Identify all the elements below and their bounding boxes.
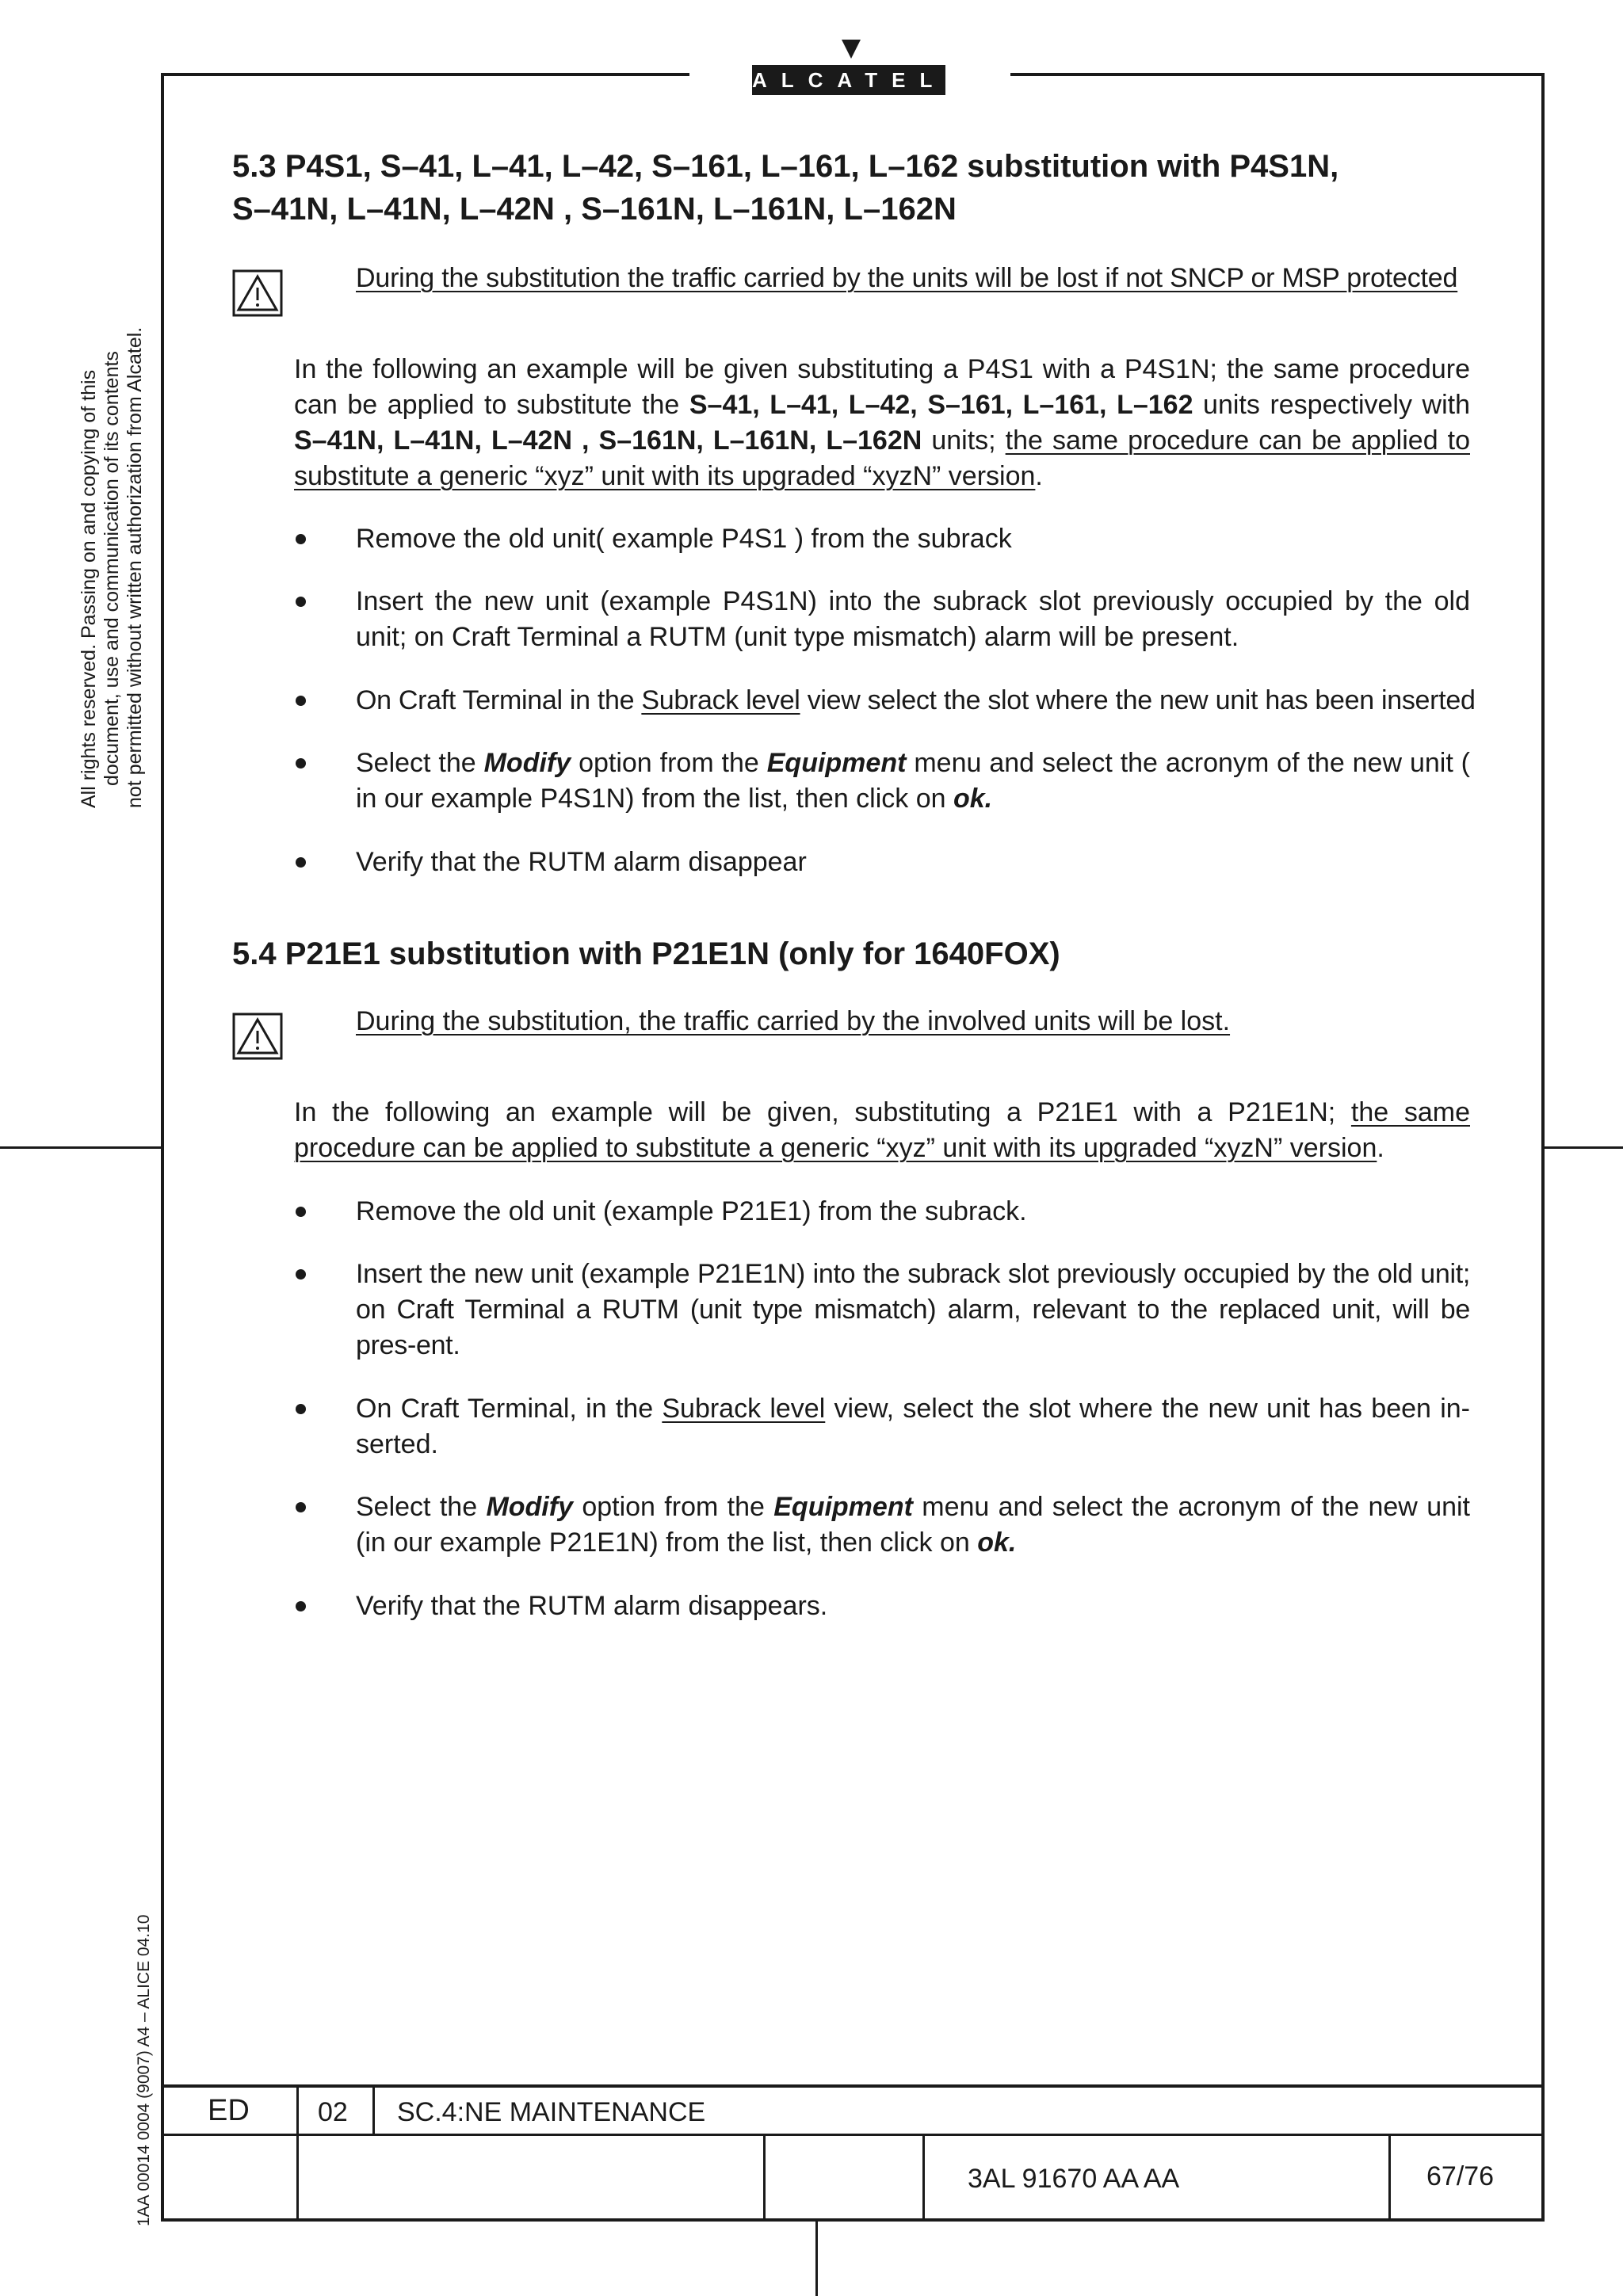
section-5-3-bullet-5: Verify that the RUTM alarm disappear	[356, 847, 807, 877]
footer-col-2	[372, 2084, 375, 2135]
bullet-text: view, select the slot where the new unit has been in-serted.	[356, 1394, 1470, 1459]
section-5-4-title: 5.4 P21E1 substitution with P21E1N (only for 1640FOX)	[232, 936, 1060, 971]
intro-text: units;	[922, 425, 1006, 456]
rights-line-1: All rights reserved. Passing on and copying of this	[78, 369, 100, 808]
intro-text: .	[1035, 461, 1043, 491]
section-5-4-bullet-3	[356, 1391, 1470, 1463]
subrack-level-link: Subrack level	[641, 685, 800, 715]
intro-text: In the following an example will be given substituting a P4S1 with a P4S1N; the same procedure can be applied to substitute the	[294, 354, 1470, 420]
intro-underlined: the same procedure can be applied to substitute a generic “xyz” unit with its upgraded “xyzN” version	[294, 425, 1470, 491]
mark-right	[1545, 1146, 1623, 1149]
section-5-3-bullet-3	[356, 683, 1476, 719]
footer-doc-number: 3AL 91670 AA AA	[968, 2164, 1180, 2194]
rights-line-3: not permitted without written authorization from Alcatel.	[124, 326, 146, 808]
section-5-3-title	[232, 145, 1516, 231]
rights-line-2: document, use and communication of its contents	[101, 351, 123, 786]
section-5-3-bullet-4	[356, 746, 1470, 817]
mark-bottom	[815, 2222, 818, 2296]
warning-text: During the substitution, the traffic carried by the involved units will be lost.	[356, 1006, 1231, 1036]
intro-text: In the following an example will be given, substituting a P21E1 with a P21E1N;	[294, 1097, 1351, 1127]
frame-bottom	[161, 2218, 1545, 2222]
frame-top-left	[161, 73, 689, 76]
section-5-3-intro	[294, 352, 1470, 494]
bullet-icon	[296, 1404, 306, 1414]
footer-col-4	[922, 2135, 925, 2220]
intro-text: .	[1377, 1133, 1384, 1163]
section-5-4-intro	[294, 1095, 1470, 1166]
footer-col-3	[763, 2135, 766, 2220]
section-5-4-warning	[356, 1004, 1470, 1039]
modify-term: Modify	[483, 748, 571, 778]
footer-col-1	[296, 2084, 299, 2220]
section-5-3-title-line1: 5.3 P4S1, S–41, L–41, L–42, S–161, L–161, L–162 substitution with P4S1N,	[232, 149, 1339, 184]
section-5-3-warning: During the substitution the traffic carried by the units will be lost if not SNCP or MSP protected	[356, 263, 1458, 293]
ok-term: ok.	[977, 1527, 1017, 1558]
alcatel-logo: ALCATEL	[752, 65, 945, 95]
bullet-text: Select the	[356, 1492, 487, 1522]
bullet-icon	[296, 758, 306, 769]
bullet-icon	[296, 534, 306, 544]
warning-icon	[232, 1013, 283, 1060]
frame-left	[161, 73, 164, 2222]
bullet-text: option from the	[571, 748, 767, 778]
frame-top-right	[1010, 73, 1545, 76]
bullet-text: On Craft Terminal in the	[356, 685, 642, 715]
bullet-text: option from the	[572, 1492, 774, 1522]
bullet-icon	[296, 1601, 306, 1611]
intro-underlined: the same procedure can be applied to substitute a generic “xyz” unit with its upgraded “xyzN” version	[294, 1097, 1470, 1163]
bullet-icon	[296, 1207, 306, 1217]
intro-units-new: S–41N, L–41N, L–42N , S–161N, L–161N, L–162N	[294, 425, 922, 456]
bullet-text: view select the slot where the new unit has been inserted	[800, 685, 1476, 715]
equipment-term: Equipment	[766, 748, 907, 778]
section-5-4-bullet-5: Verify that the RUTM alarm disappears.	[356, 1591, 828, 1621]
bullet-icon	[296, 597, 306, 607]
mark-left	[0, 1146, 161, 1149]
warning-icon	[232, 269, 283, 317]
footer-top-line	[161, 2084, 1545, 2088]
section-5-3-bullet-2: Insert the new unit (example P4S1N) into the subrack slot previously occupied by the old unit; on Craft Terminal a RUTM (unit type mismatch) alarm will be present.	[356, 586, 1470, 652]
section-5-4-bullet-2: Insert the new unit (example P21E1N) into the subrack slot previously occupied by the old unit; on Craft Terminal a RUTM (unit type mismatch) alarm, relevant to the replaced unit, will be pres-ent.	[356, 1259, 1470, 1360]
rights-notice	[78, 327, 147, 808]
section-5-4-bullet-1: Remove the old unit (example P21E1) from the subrack.	[356, 1196, 1027, 1226]
section-5-3-bullet-1: Remove the old unit( example P4S1 ) from the subrack	[356, 524, 1012, 554]
logo-triangle-icon	[842, 40, 861, 59]
bullet-icon	[296, 857, 306, 868]
footer-ed-value: 02	[318, 2097, 348, 2127]
footer-col-5	[1388, 2135, 1391, 2220]
footer-page-number: 67/76	[1426, 2161, 1495, 2191]
bullet-icon	[296, 1269, 306, 1280]
intro-text: units respectively with	[1193, 390, 1470, 420]
section-5-4-bullet-4	[356, 1489, 1470, 1561]
footer-ed-label: ED	[208, 2094, 250, 2127]
bullet-text: On Craft Terminal, in the	[356, 1394, 663, 1424]
bullet-text: menu and select the acronym of the new unit ( in our example P4S1N) from the list, then click on	[356, 748, 1471, 814]
section-5-3-title-line2: S–41N, L–41N, L–42N , S–161N, L–161N, L–162N	[232, 192, 957, 227]
modify-term: Modify	[486, 1492, 573, 1522]
bullet-icon	[296, 1502, 306, 1512]
subrack-level-link: Subrack level	[662, 1394, 826, 1424]
bullet-icon	[296, 696, 306, 706]
footer-mid-line	[161, 2134, 1545, 2136]
bullet-text: Select the	[356, 748, 484, 778]
equipment-term: Equipment	[773, 1492, 913, 1522]
bullet-text: menu and select the acronym of the new unit (in our example P21E1N) from the list, then click on	[356, 1492, 1471, 1558]
footer-section: SC.4:NE MAINTENANCE	[397, 2097, 706, 2127]
intro-units-old: S–41, L–41, L–42, S–161, L–161, L–162	[689, 390, 1193, 420]
doc-code: 1AA 00014 0004 (9007) A4 – ALICE 04.10	[135, 1914, 153, 2226]
ok-term: ok.	[953, 784, 993, 814]
